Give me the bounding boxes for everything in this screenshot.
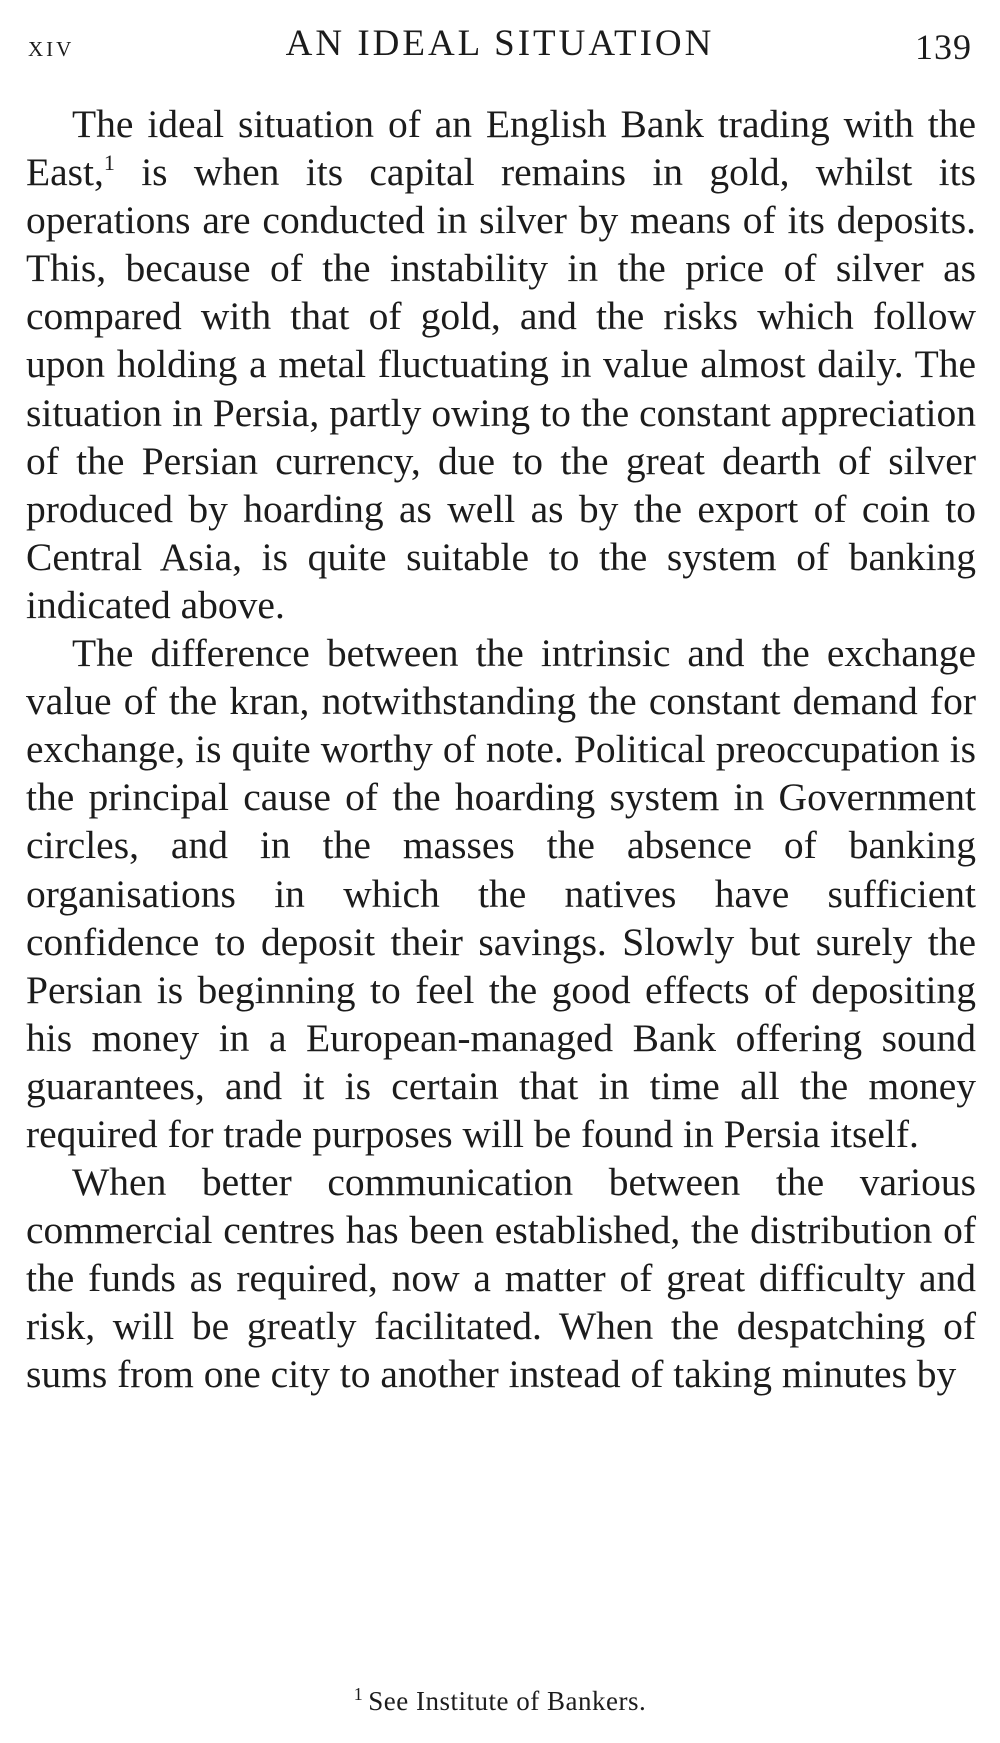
page-number: 139 bbox=[915, 27, 972, 67]
footnote-mark: 1 bbox=[353, 1684, 364, 1704]
paragraph-2: The difference between the intrinsic and the exchange value of the kran, notwithstanding the constant demand for exchange, is quite worthy of note. Political preoccupation is the principal cause of the hoarding system in Government circles, and in the masses the absence of banking organisations in which the natives have sufficient confidence to deposit their savings. Slowly but surely the Persian is beginning to feel the good effects of depositing his money in a European-managed Bank offering sound guarantees, and it is certain that in time all the money required for trade purposes will be found in Persia itself. bbox=[26, 631, 976, 1156]
running-title: AN IDEAL SITUATION bbox=[285, 23, 715, 64]
footnote bbox=[0, 1686, 1000, 1717]
paragraph-1-text-start: The ideal situation of an English Bank trading with the East, bbox=[26, 102, 976, 195]
chapter-number: xiv bbox=[28, 30, 75, 63]
body-text bbox=[26, 100, 976, 1399]
paragraph-3: When better communication between the various commercial centres has been established, the distribution of the funds as required, now a matter of great difficulty and risk, will be greatly facilitated. When the despatching of sums from one city to another instead of taking minutes by bbox=[26, 1160, 976, 1397]
footnote-reference: 1 bbox=[103, 150, 115, 176]
paragraph-1-text-end: is when its capital remains in gold, whilst its operations are conducted in silver by means of its deposits. This, because of the instability in the price of silver as compared with that of gold, and the risks which follow upon holding a metal fluctuating in value almost daily. The situation in Persia, partly owing to the constant appreciation of the Persian currency, due to the great dearth of silver produced by hoarding as well as by the export of coin to Central Asia, is quite suitable to the system of banking indicated above. bbox=[26, 150, 976, 627]
paragraph-1 bbox=[26, 100, 976, 629]
running-head bbox=[28, 18, 972, 68]
footnote-text: See Institute of Bankers. bbox=[368, 1686, 647, 1716]
